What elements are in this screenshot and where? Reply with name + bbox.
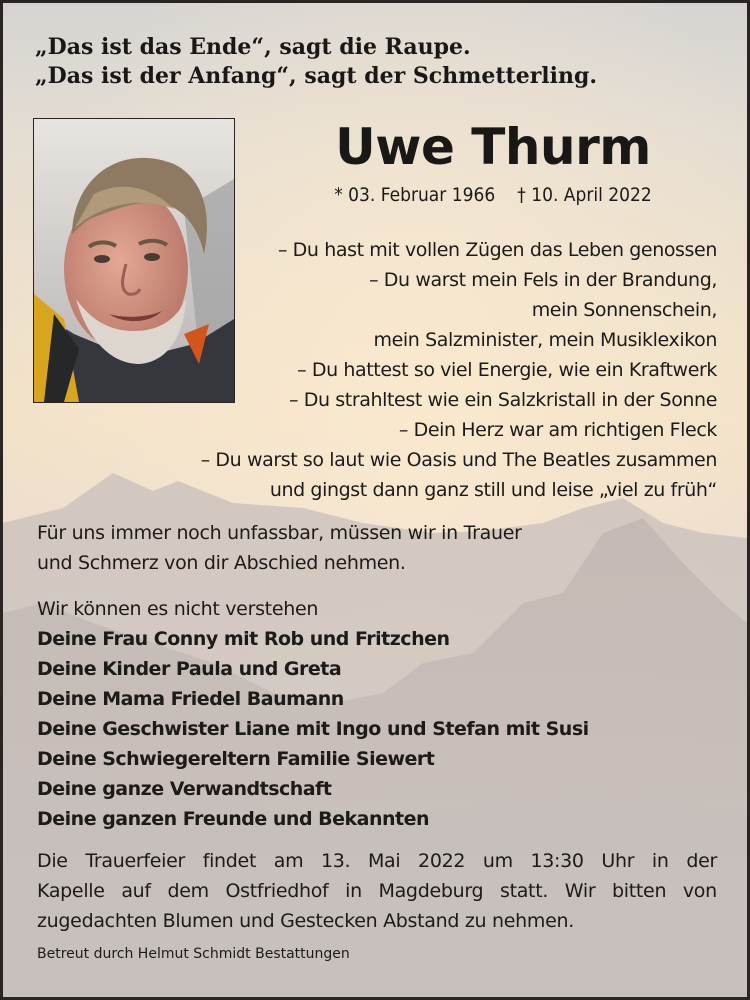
motto-quote	[35, 33, 597, 91]
funeral-line: zugedachten Blumen und Gestecken Abstand zu nehmen.	[37, 910, 574, 932]
undertaker-credit: Betreut durch Helmut Schmidt Bestattungen	[37, 946, 350, 962]
poem-line: – Du hattest so viel Energie, wie ein Kraftwerk	[297, 359, 717, 381]
funeral-word: 13:30	[530, 850, 584, 872]
mourner-entry: Deine Frau Conny mit Rob und Fritzchen	[37, 628, 450, 650]
funeral-word: auf	[121, 880, 151, 902]
funeral-word: am	[273, 850, 304, 872]
funeral-word: dem	[167, 880, 209, 902]
funeral-word: der	[686, 850, 717, 872]
funeral-word: Trauerfeier	[85, 850, 186, 872]
farewell-line: Für uns immer noch unfassbar, müssen wir in Trauer	[37, 522, 522, 544]
farewell-text	[37, 518, 522, 578]
deceased-name: Uwe Thurm	[335, 118, 651, 176]
farewell-line: und Schmerz von dir Abschied nehmen.	[37, 552, 406, 574]
funeral-word: Kapelle	[37, 880, 105, 902]
motto-line: „Das ist das Ende“, sagt die Raupe.	[35, 34, 471, 60]
life-dates	[263, 181, 723, 209]
funeral-info	[37, 846, 717, 936]
funeral-word: Die	[37, 850, 68, 872]
mourner-entry: Deine Schwiegereltern Familie Siewert	[37, 748, 435, 770]
motto-line: „Das ist der Anfang“, sagt der Schmetterling.	[35, 63, 598, 89]
funeral-word: Ostfriedhof	[225, 880, 329, 902]
poem-line: – Dein Herz war am richtigen Fleck	[398, 419, 717, 441]
funeral-word: in	[651, 850, 669, 872]
funeral-word: um	[482, 850, 513, 872]
funeral-word: statt.	[499, 880, 549, 902]
funeral-word: 2022	[418, 850, 466, 872]
mourner-entry: Deine Mama Friedel Baumann	[37, 688, 344, 710]
death-date: † 10. April 2022	[517, 184, 652, 206]
poem-line: mein Salzminister, mein Musiklexikon	[373, 329, 717, 351]
tribute-poem	[117, 235, 717, 505]
poem-line: und gingst dann ganz still und leise „viel zu früh“	[269, 479, 717, 501]
mourners-list	[37, 594, 589, 834]
mourner-entry: Deine ganze Verwandtschaft	[37, 778, 332, 800]
funeral-line	[37, 876, 717, 906]
poem-line: – Du warst mein Fels in der Brandung,	[369, 269, 717, 291]
poem-line: – Du warst so laut wie Oasis und The Beatles zusammen	[200, 449, 717, 471]
birth-date: * 03. Februar 1966	[334, 184, 496, 206]
poem-line: – Du hast mit vollen Zügen das Leben genossen	[277, 239, 717, 261]
poem-line: – Du strahltest wie ein Salzkristall in der Sonne	[289, 389, 717, 411]
funeral-word: 13.	[320, 850, 351, 872]
funeral-word: Mai	[367, 850, 401, 872]
poem-line: mein Sonnenschein,	[531, 299, 717, 321]
funeral-word: von	[682, 880, 717, 902]
mourners-intro: Wir können es nicht verstehen	[37, 598, 319, 620]
mourner-entry: Deine Geschwister Liane mit Ingo und Stefan mit Susi	[37, 718, 589, 740]
funeral-word: bitten	[612, 880, 667, 902]
funeral-line	[37, 846, 717, 876]
funeral-word: in	[345, 880, 362, 902]
funeral-word: findet	[202, 850, 257, 872]
funeral-word: Wir	[564, 880, 596, 902]
funeral-word: Magdeburg	[378, 880, 484, 902]
mourner-entry: Deine ganzen Freunde und Bekannten	[37, 808, 430, 830]
mourner-entry: Deine Kinder Paula und Greta	[37, 658, 342, 680]
funeral-word: Uhr	[601, 850, 635, 872]
